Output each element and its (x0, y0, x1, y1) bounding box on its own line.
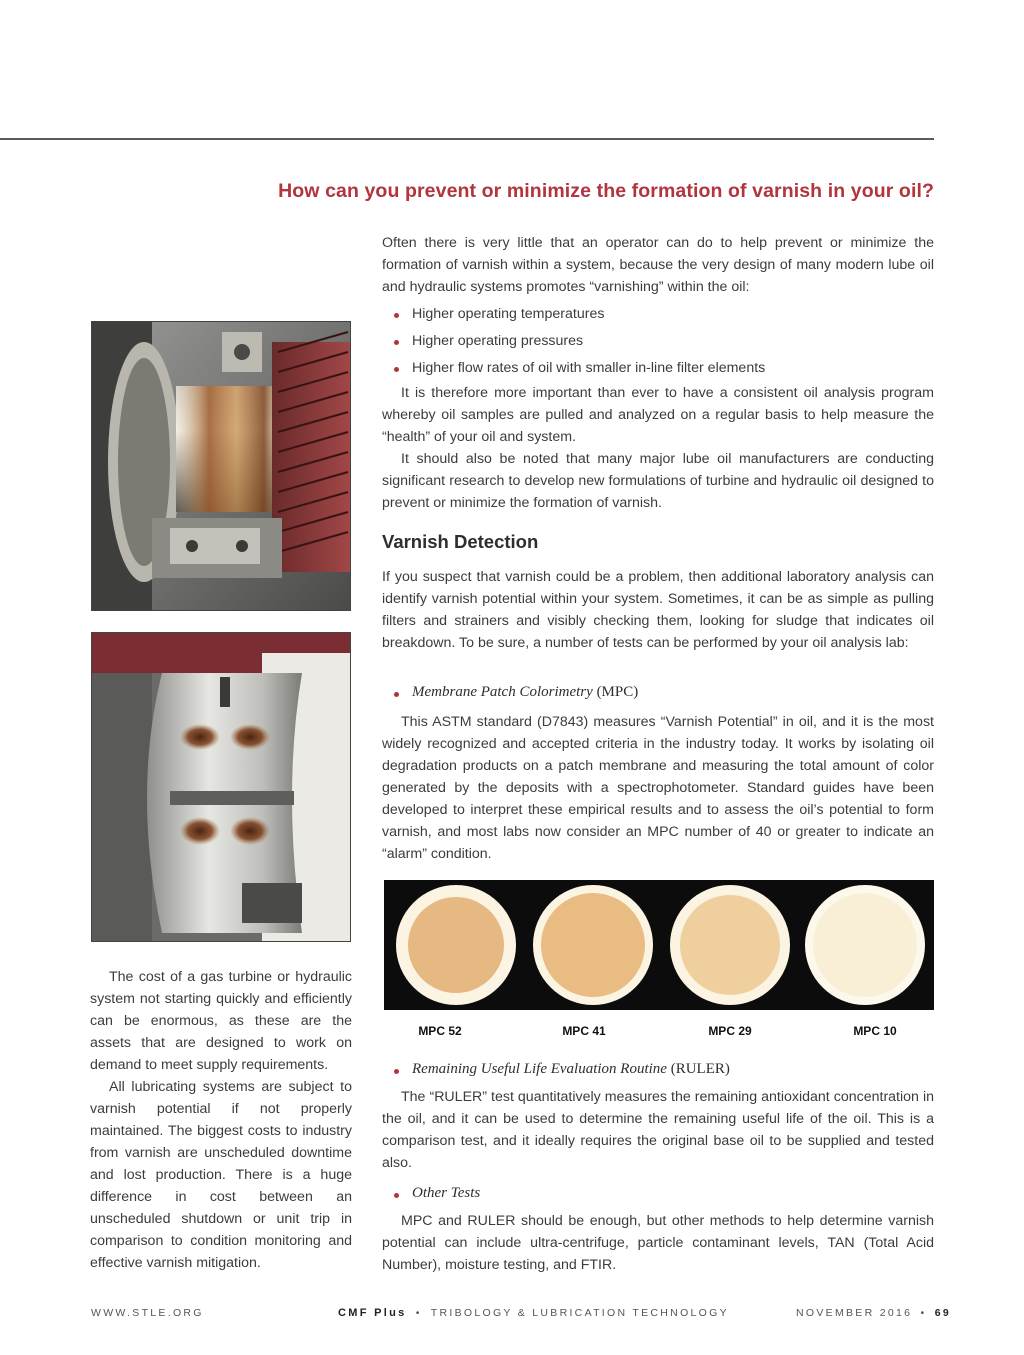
footer-publication-line (338, 1307, 729, 1319)
ruler-test-abbr: (RULER) (670, 1061, 730, 1077)
footer-publication: TRIBOLOGY & LUBRICATION TECHNOLOGY (430, 1307, 729, 1319)
mpc-patch-2 (533, 885, 653, 1005)
bullet-dot (394, 1193, 399, 1198)
intro-block (382, 232, 934, 382)
list-item: Higher flow rates of oil with smaller in-line filter elements (382, 355, 934, 382)
mpc-test-label (412, 684, 638, 701)
analysis-block (382, 382, 934, 514)
detection-paragraph: If you suspect that varnish could be a problem, then additional laboratory analysis can identify varnish potential within your system. Sometimes, it can be as simple as pulling filters and strainers and visibly checking them, looking for sludge that indicates oil breakdown. To be sure, a number of tests can be performed by your oil analysis lab: (382, 569, 934, 651)
mpc-patch-3 (670, 885, 790, 1005)
bullet-dot (394, 1069, 399, 1074)
other-paragraph: MPC and RULER should be enough, but other methods to help determine varnish potential can include ultra-centrifuge, particle contaminant levels, TAN (Total Acid Number), moisture testing, and FTIR. (382, 1213, 934, 1273)
bullet-dot (394, 692, 399, 697)
sidebar-text (90, 966, 352, 1274)
mpc-label: MPC 10 (853, 1024, 897, 1038)
footer-date: NOVEMBER 2016 (796, 1307, 913, 1319)
ruler-block (382, 1086, 934, 1174)
mpc-label: MPC 52 (418, 1024, 462, 1038)
footer-brand: CMF Plus (338, 1307, 407, 1319)
other-block (382, 1210, 934, 1276)
other-test-label (412, 1185, 480, 1202)
footer-website: WWW.STLE.ORG (91, 1307, 204, 1319)
sidebar-paragraph: All lubricating systems are subject to varnish potential if not properly maintained. The biggest costs to industry from varnish are unscheduled downtime and lost production. There is a huge difference in cost between an unscheduled shutdown or unit trip in comparison to condition monitoring and effective varnish mitigation. (90, 1079, 352, 1271)
list-item: Higher operating pressures (382, 328, 934, 355)
detection-block (382, 566, 934, 654)
mpc-patch-svg (384, 880, 934, 1010)
footer-date-line (796, 1307, 951, 1319)
research-paragraph: It should also be noted that many major lube oil manufacturers are conducting significant research to develop new formulations of turbine and hydraulic oil designed to prevent or minimize the formation of varnish. (382, 451, 934, 511)
footer-bullet: • (415, 1307, 422, 1319)
other-test-name: Other Tests (412, 1185, 481, 1201)
ruler-test-name: Remaining Useful Life Evaluation Routine (412, 1061, 667, 1077)
ruler-paragraph: The “RULER” test quantitatively measures the remaining antioxidant concentration in the oil, and it can be used to determine the remaining useful life of the oil. This is a comparison test, and it ideally requires the original base oil to be supplied and tested also. (382, 1089, 934, 1171)
mpc-label: MPC 29 (708, 1024, 752, 1038)
bearing-shell-photo (91, 632, 351, 942)
mpc-label: MPC 41 (562, 1024, 606, 1038)
intro-paragraph: Often there is very little that an operator can do to help prevent or minimize the formation of varnish within a system, because the very design of many modern lube oil and hydraulic systems promotes “varnishing” within the oil: (382, 235, 934, 295)
mpc-test-name: Membrane Patch Colorimetry (412, 684, 593, 700)
condition-list (382, 301, 934, 382)
analysis-paragraph: It is therefore more important than ever to have a consistent oil analysis program whereby oil samples are pulled and analyzed on a regular basis to help measure the “health” of your oil and system. (382, 385, 934, 445)
section-heading: Varnish Detection (382, 531, 539, 552)
bearing-shell-illustration (92, 633, 351, 942)
mpc-test-abbr: (MPC) (596, 684, 639, 700)
mpc-patch-4 (805, 885, 925, 1005)
headline: How can you prevent or minimize the formation of varnish in your oil? (278, 180, 934, 202)
footer-bullet: • (920, 1307, 927, 1319)
page-number: 69 (934, 1307, 951, 1319)
turbine-bearing-illustration (92, 322, 351, 611)
mpc-patch-1 (396, 885, 516, 1005)
mpc-paragraph: This ASTM standard (D7843) measures “Varnish Potential” in oil, and it is the most widely recognized and accepted criteria in the industry today. It works by isolating oil degradation products on a patch membrane and measuring the total amount of color generated by the deposits with a spectrophotometer. Standard guides have been developed to interpret these empirical results and to assess the oil’s potential to form varnish, and most labs now consider an MPC number of 40 or greater to indicate an “alarm” condition. (382, 714, 934, 862)
list-item: Higher operating temperatures (382, 301, 934, 328)
sidebar-paragraph: The cost of a gas turbine or hydraulic system not starting quickly and efficiently can be enormous, as these are the assets that are designed to work on demand to meet supply requirements. (90, 969, 352, 1073)
turbine-bearing-photo (91, 321, 351, 611)
ruler-test-label (412, 1061, 730, 1078)
mpc-block (382, 711, 934, 865)
top-rule (0, 138, 934, 140)
mpc-patch-figure (384, 880, 934, 1010)
